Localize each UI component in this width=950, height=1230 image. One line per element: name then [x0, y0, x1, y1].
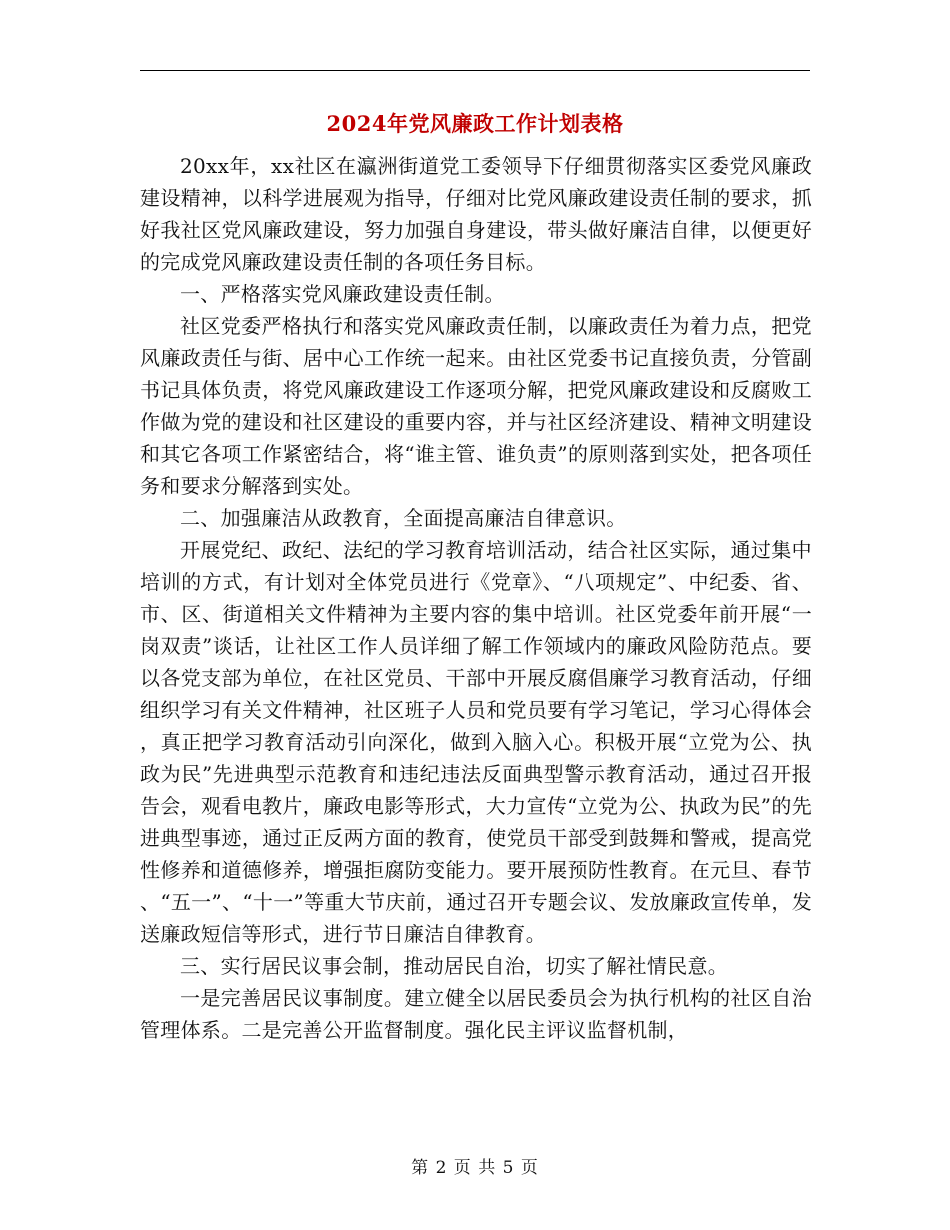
section-1-paragraph: 社区党委严格执行和落实党风廉政责任制，以廉政责任为着力点，把党风廉政责任与街、居中心工作统一起来。由社区党委书记直接负责，分管副书记具体负责，将党风廉政建设工作逐项分解，把党风廉政建设和反腐败工作做为党的建设和社区建设的重要内容，并与社区经济建设、精神文明建设和其它各项工作紧密结合，将“谁主管、谁负责”的原则落到实处，把各项任务和要求分解落到实处。 — [140, 314, 812, 498]
section-heading-2: 二、加强廉洁从政教育，全面提高廉洁自律意识。 — [180, 506, 627, 530]
page-number-footer: 第 2 页 共 5 页 — [411, 1158, 539, 1178]
document-title: 2024年党风廉政工作计划表格 — [326, 111, 624, 136]
header-rule — [140, 70, 810, 71]
section-3-paragraph: 一是完善居民议事制度。建立健全以居民委员会为执行机构的社区自治管理体系。二是完善公开监督制度。强化民主评议监督机制， — [140, 986, 812, 1042]
section-2-paragraph: 开展党纪、政纪、法纪的学习教育培训活动，结合社区实际，通过集中培训的方式，有计划对全体党员进行《党章》、“八项规定”、中纪委、省、市、区、街道相关文件精神为主要内容的集中培训。社区党委年前开展“一岗双责”谈话，让社区工作人员详细了解工作领域内的廉政风险防范点。要以各党支部为单位，在社区党员、干部中开展反腐倡廉学习教育活动，仔细组织学习有关文件精神，社区班子人员和党员要有学习笔记，学习心得体会，真正把学习教育活动引向深化，做到入脑入心。积极开展“立党为公、执政为民”先进典型示范教育和违纪违法反面典型警示教育活动，通过召开报告会，观看电教片，廉政电影等形式，大力宣传“立党为公、执政为民”的先进典型事迹，通过正反两方面的教育，使党员干部受到鼓舞和警戒，提高党性修养和道德修养，增强拒腐防变能力。要开展预防性教育。在元旦、春节、“五一”、“十一”等重大节庆前，通过召开专题会议、发放廉政宣传单，发送廉政短信等形式，进行节日廉洁自律教育。 — [140, 538, 812, 946]
intro-paragraph: 20xx年，xx社区在瀛洲街道党工委领导下仔细贯彻落实区委党风廉政建设精神，以科学进展观为指导，仔细对比党风廉政建设责任制的要求，抓好我社区党风廉政建设，努力加强自身建设，带头做好廉洁自律，以便更好的完成党风廉政建设责任制的各项任务目标。 — [140, 154, 812, 274]
section-heading-1: 一、严格落实党风廉政建设责任制。 — [180, 282, 505, 306]
document-body — [140, 150, 812, 1046]
section-heading-3: 三、实行居民议事会制，推动居民自治，切实了解社情民意。 — [180, 954, 729, 978]
